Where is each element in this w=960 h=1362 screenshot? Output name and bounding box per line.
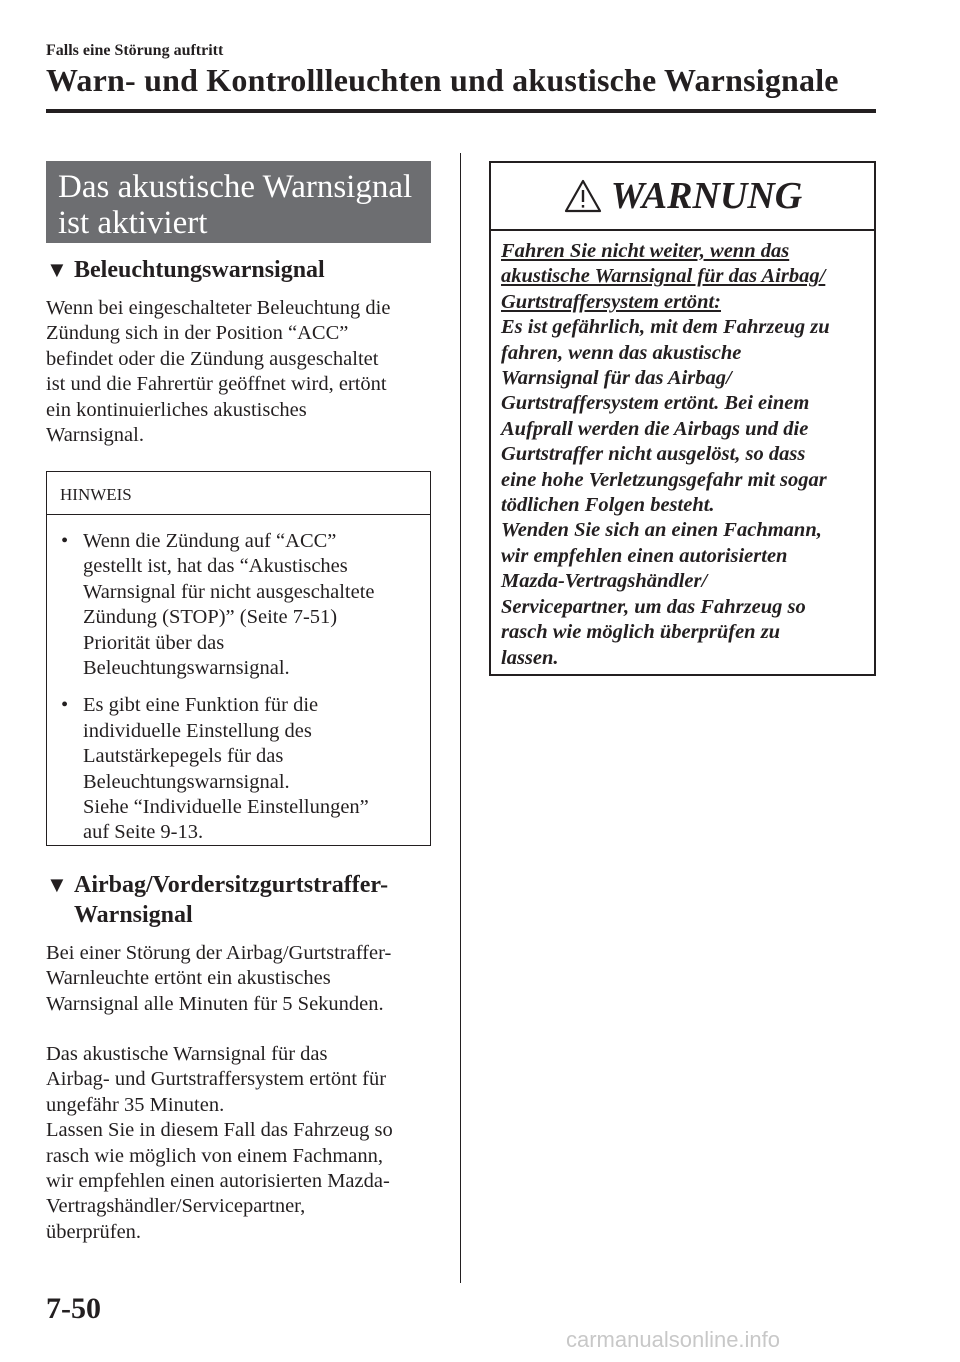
text-line: Zündung sich in der Position “ACC”: [46, 322, 349, 345]
text-line: tödlichen Folgen besteht.: [501, 494, 715, 517]
warning-box: [489, 161, 876, 676]
text-line: Das akustische Warnsignal für das: [46, 1043, 328, 1065]
text-line: Mazda-Vertragshändler/: [501, 570, 708, 593]
text-line: ein kontinuierliches akustisches: [46, 398, 307, 421]
subheading-line-2: Warnsignal: [74, 902, 193, 928]
note-box: [46, 471, 431, 846]
text-line: Gurtstraffersystem ertönt:: [501, 290, 722, 313]
text-line: lassen.: [501, 646, 559, 669]
text-line: gestellt ist, hat das “Akustisches: [83, 555, 348, 578]
text-line: Wenn bei eingeschalteter Beleuchtung die: [46, 297, 391, 319]
text-line: Vertragshändler/Servicepartner,: [46, 1195, 306, 1218]
text-line: Lautstärkepegels für das: [83, 745, 284, 768]
text-line: befindet oder die Zündung ausgeschaltet: [46, 347, 379, 370]
section-banner-line-1: Das akustische Warnsignal: [58, 169, 413, 205]
text-line: Wenn die Zündung auf “ACC”: [83, 530, 337, 552]
text-line: überprüfen.: [46, 1220, 142, 1243]
watermark: carmanualsonline.info: [566, 1327, 781, 1352]
section-banner: [46, 161, 431, 243]
text-line: Priorität über das: [83, 631, 225, 654]
chapter-kicker: Falls eine Störung auftritt: [46, 42, 224, 59]
triangle-down-icon: ▼: [46, 257, 68, 282]
subheading-light-warning: [46, 255, 436, 285]
text-line: akustische Warnsignal für das Airbag/: [501, 265, 826, 288]
paragraph-light-warning: [46, 296, 436, 448]
note-item: [47, 529, 430, 681]
note-divider: [47, 514, 430, 515]
header-rule: [46, 109, 876, 113]
text-line: Es gibt eine Funktion für die: [83, 694, 319, 717]
text-line: Warnleuchte ertönt ein akustisches: [46, 967, 331, 990]
text-line: Warnsignal alle Minuten für 5 Sekunden.: [46, 992, 384, 1015]
triangle-down-icon: ▼: [46, 872, 68, 897]
page-number: 7-50: [46, 1292, 101, 1325]
text-line: auf Seite 9-13.: [83, 821, 204, 844]
text-line: Beleuchtungswarnsignal.: [83, 770, 290, 793]
warning-body: [491, 231, 874, 671]
note-item: [47, 693, 430, 845]
text-line: ist und die Fahrertür geöffnet wird, ertönt: [46, 373, 387, 396]
text-line: Gurtstraffer nicht ausgelöst, so dass: [501, 443, 806, 466]
text-line: Siehe “Individuelle Einstellungen”: [83, 796, 369, 819]
subheading-text: Beleuchtungswarnsignal: [74, 257, 325, 283]
column-divider: [460, 153, 461, 1283]
text-line: Zündung (STOP)” (Seite 7-51): [83, 606, 338, 629]
text-line: Es ist gefährlich, mit dem Fahrzeug zu: [501, 316, 830, 339]
text-line: Warnsignal für nicht ausgeschaltete: [83, 580, 375, 603]
text-line: Warnsignal.: [46, 424, 144, 447]
paragraph-airbag-fault: [46, 941, 436, 1017]
text-line: Gurtstraffersystem ertönt. Bei einem: [501, 392, 810, 415]
text-line: Wenden Sie sich an einen Fachmann,: [501, 519, 822, 542]
text-line: Fahren Sie nicht weiter, wenn das: [501, 240, 790, 262]
warning-title: WARNUNG: [610, 175, 803, 217]
text-line: individuelle Einstellung des: [83, 719, 312, 742]
warning-triangle-icon: [563, 178, 603, 214]
text-line: rasch wie möglich überprüfen zu: [501, 621, 781, 644]
text-line: fahren, wenn das akustische: [501, 341, 742, 364]
warning-heading: [501, 239, 864, 315]
text-line: Airbag- und Gurtstraffersystem ertönt für: [46, 1068, 387, 1091]
text-line: rasch wie möglich von einem Fachmann,: [46, 1144, 384, 1167]
warning-header: [491, 163, 874, 231]
text-line: Bei einer Störung der Airbag/Gurtstraffer-: [46, 942, 392, 964]
subheading-text: [74, 870, 388, 930]
text-line: Aufprall werden die Airbags und die: [501, 417, 809, 440]
bullet-icon: •: [61, 530, 69, 552]
paragraph-airbag-duration: [46, 1042, 436, 1245]
note-label: HINWEIS: [60, 485, 132, 504]
text-line: eine hohe Verletzungsgefahr mit sogar: [501, 468, 827, 491]
section-banner-line-2: ist aktiviert: [58, 205, 208, 241]
page-title: Warn- und Kontrollleuchten und akustische Warnsignale: [46, 62, 839, 98]
subheading-airbag-warning: [46, 870, 436, 930]
text-line: wir empfehlen einen autorisierten Mazda-: [46, 1170, 390, 1193]
text-line: Beleuchtungswarnsignal.: [83, 657, 290, 680]
text-line: ungefähr 35 Minuten.: [46, 1093, 225, 1116]
text-line: wir empfehlen einen autorisierten: [501, 544, 788, 567]
text-line: Warnsignal für das Airbag/: [501, 367, 732, 390]
text-line: Servicepartner, um das Fahrzeug so: [501, 595, 806, 618]
bullet-icon: •: [61, 694, 69, 717]
text-line: Lassen Sie in diesem Fall das Fahrzeug so: [46, 1119, 393, 1142]
subheading-line-1: Airbag/Vordersitzgurtstraffer-: [74, 872, 389, 898]
